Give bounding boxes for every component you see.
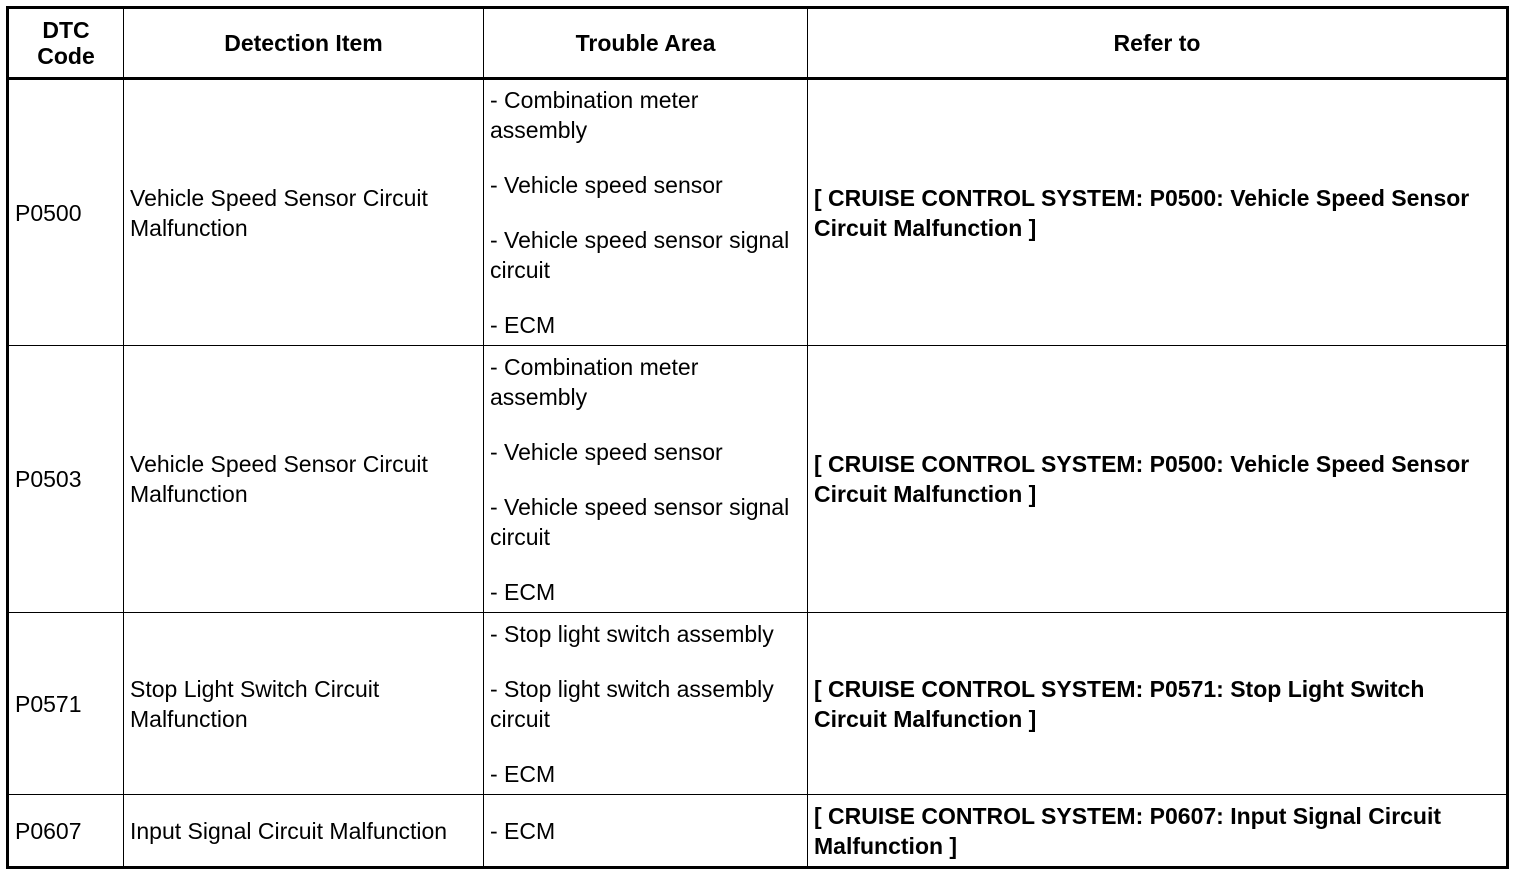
trouble-area-cell [484, 613, 808, 795]
trouble-area-item: - ECM [490, 578, 556, 605]
detection-item-cell: Stop Light Switch Circuit Malfunction [124, 613, 484, 795]
trouble-area-cell [484, 795, 808, 868]
trouble-area-item: - ECM [490, 760, 556, 787]
header-refer-to: Refer to [808, 8, 1508, 79]
dtc-code-cell: P0571 [8, 613, 124, 795]
dtc-code-cell: P0503 [8, 346, 124, 613]
header-dtc-code [8, 8, 124, 79]
header-row [8, 8, 1508, 79]
detection-item-cell: Vehicle Speed Sensor Circuit Malfunction [124, 346, 484, 613]
header-dtc-code-line2: Code [37, 43, 95, 69]
trouble-area-item: - Vehicle speed sensor signal circuit [490, 493, 790, 550]
table-row [8, 613, 1508, 795]
detection-item-cell: Input Signal Circuit Malfunction [124, 795, 484, 868]
table-row [8, 346, 1508, 613]
trouble-area-item: - Stop light switch assembly [490, 620, 774, 647]
trouble-area-item: - Vehicle speed sensor [490, 172, 723, 198]
refer-to-link[interactable]: [ CRUISE CONTROL SYSTEM: P0500: Vehicle Speed Sensor Circuit Malfunction ] [808, 79, 1508, 346]
dtc-table [6, 6, 1509, 869]
table-row [8, 795, 1508, 868]
header-dtc-code-line1: DTC [42, 17, 90, 43]
dtc-code-cell: P0607 [8, 795, 124, 868]
header-trouble-area: Trouble Area [484, 8, 808, 79]
trouble-area-item: - Combination meter assembly [490, 87, 699, 143]
header-detection-item: Detection Item [124, 8, 484, 79]
trouble-area-item: - ECM [490, 312, 556, 338]
dtc-code-cell: P0500 [8, 79, 124, 346]
trouble-area-item: - Stop light switch assembly circuit [490, 675, 774, 732]
trouble-area-cell [484, 79, 808, 346]
trouble-area-item: - Vehicle speed sensor signal circuit [490, 227, 790, 283]
trouble-area-item: - Vehicle speed sensor [490, 438, 723, 465]
table-row [8, 79, 1508, 346]
trouble-area-cell [484, 346, 808, 613]
refer-to-link[interactable]: [ CRUISE CONTROL SYSTEM: P0571: Stop Light Switch Circuit Malfunction ] [808, 613, 1508, 795]
refer-to-link[interactable]: [ CRUISE CONTROL SYSTEM: P0500: Vehicle Speed Sensor Circuit Malfunction ] [808, 346, 1508, 613]
refer-to-link[interactable]: [ CRUISE CONTROL SYSTEM: P0607: Input Signal Circuit Malfunction ] [808, 795, 1508, 868]
trouble-area-item: - Combination meter assembly [490, 353, 699, 410]
detection-item-cell: Vehicle Speed Sensor Circuit Malfunction [124, 79, 484, 346]
trouble-area-item: - ECM [490, 817, 556, 844]
